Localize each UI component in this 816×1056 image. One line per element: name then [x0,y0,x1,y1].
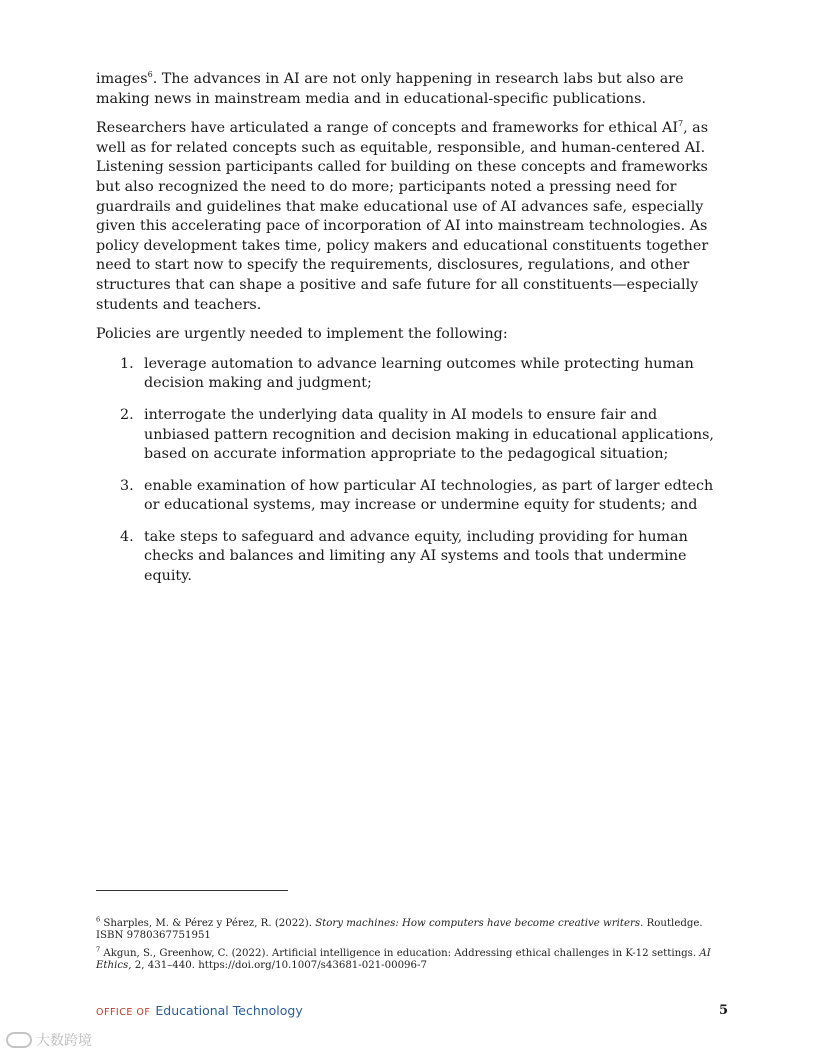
paragraph-continuation: images$^6$. The advances in AI are not only happening in research labs but also are making news in mainstream media and in educational-specific publications. [96,70,684,107]
watermark-logo-icon [6,1032,32,1048]
footnotes [96,915,716,978]
footnote-6: $^6$ Sharples, M. & Pérez y Pérez, R. (2022). Story machines: How computers have become creative writers. Routledge. ISBN 9780367751951 [96,915,703,941]
list-number: 3. [120,477,134,494]
list-item-text: take steps to safeguard and advance equity, including providing for human checks and balances and limiting any AI systems and tools that undermine equity. [144,528,688,585]
doi-link[interactable]: 2, 431–440. https://doi.org/10.1007/s43681-021-00096-7 [131,960,427,971]
list-item [96,528,724,587]
page-body [96,70,724,599]
watermark-text: 大数跨境 [36,1033,92,1049]
page-number: 5 [718,1003,728,1018]
footnote-ref-6[interactable]: 6 [147,70,153,80]
list-item-text: leverage automation to advance learning outcomes while protecting human decision making and judgment; [144,355,694,392]
paragraph-researchers: Researchers have articulated a range of concepts and frameworks for ethical $AI^7$, as well as for related concepts such as equitable, responsible, and human-centered AI. Listening session participants called for building on these concepts and frameworks but also recognized the need to do more; participants noted a pressing need for guardrails and guidelines that make educational use of AI advances safe, especially given this accelerating pace of incorporation of AI into mainstream technologies. As policy development takes time, policy makers and educational constituents together need to start now to specify the requirements, disclosures, regulations, and other structures that can shape a positive and safe future for all constituents—especially students and teachers. [96,119,709,313]
list-item-text: interrogate the underlying data quality in AI models to ensure fair and unbiased pattern recognition and decision making in educational applications, based on accurate information appropriate to the pedagogical situation; [144,406,714,463]
list-number: 4. [120,528,134,545]
office-of-label: OFFICE OF [96,1007,151,1018]
list-item [96,477,724,516]
paragraph-policies-intro: Policies are urgently needed to implement the following: [96,326,508,343]
list-item-text: enable examination of how particular AI technologies, as part of larger edtech or educational systems, may increase or undermine equity for students; and [144,477,714,514]
list-number: 2. [120,406,134,423]
list-item [96,355,724,394]
footnote-divider [96,890,288,891]
office-name: Educational Technology [155,1003,303,1018]
footnote-ref-7[interactable]: 7 [677,119,684,129]
footnote-7: $^7$ Akgun, S., Greenhow, C. (2022). Artificial intelligence in education: Addressing ethical challenges in K-12 settings. AI Ethics, 2, 431–440. https://doi.org/10.1007/s43681-021-00096-7 [96,945,711,971]
list-item [96,406,724,465]
list-number: 1. [120,355,134,372]
watermark [6,1030,92,1050]
office-logo [96,1000,303,1019]
policy-list [96,355,724,587]
